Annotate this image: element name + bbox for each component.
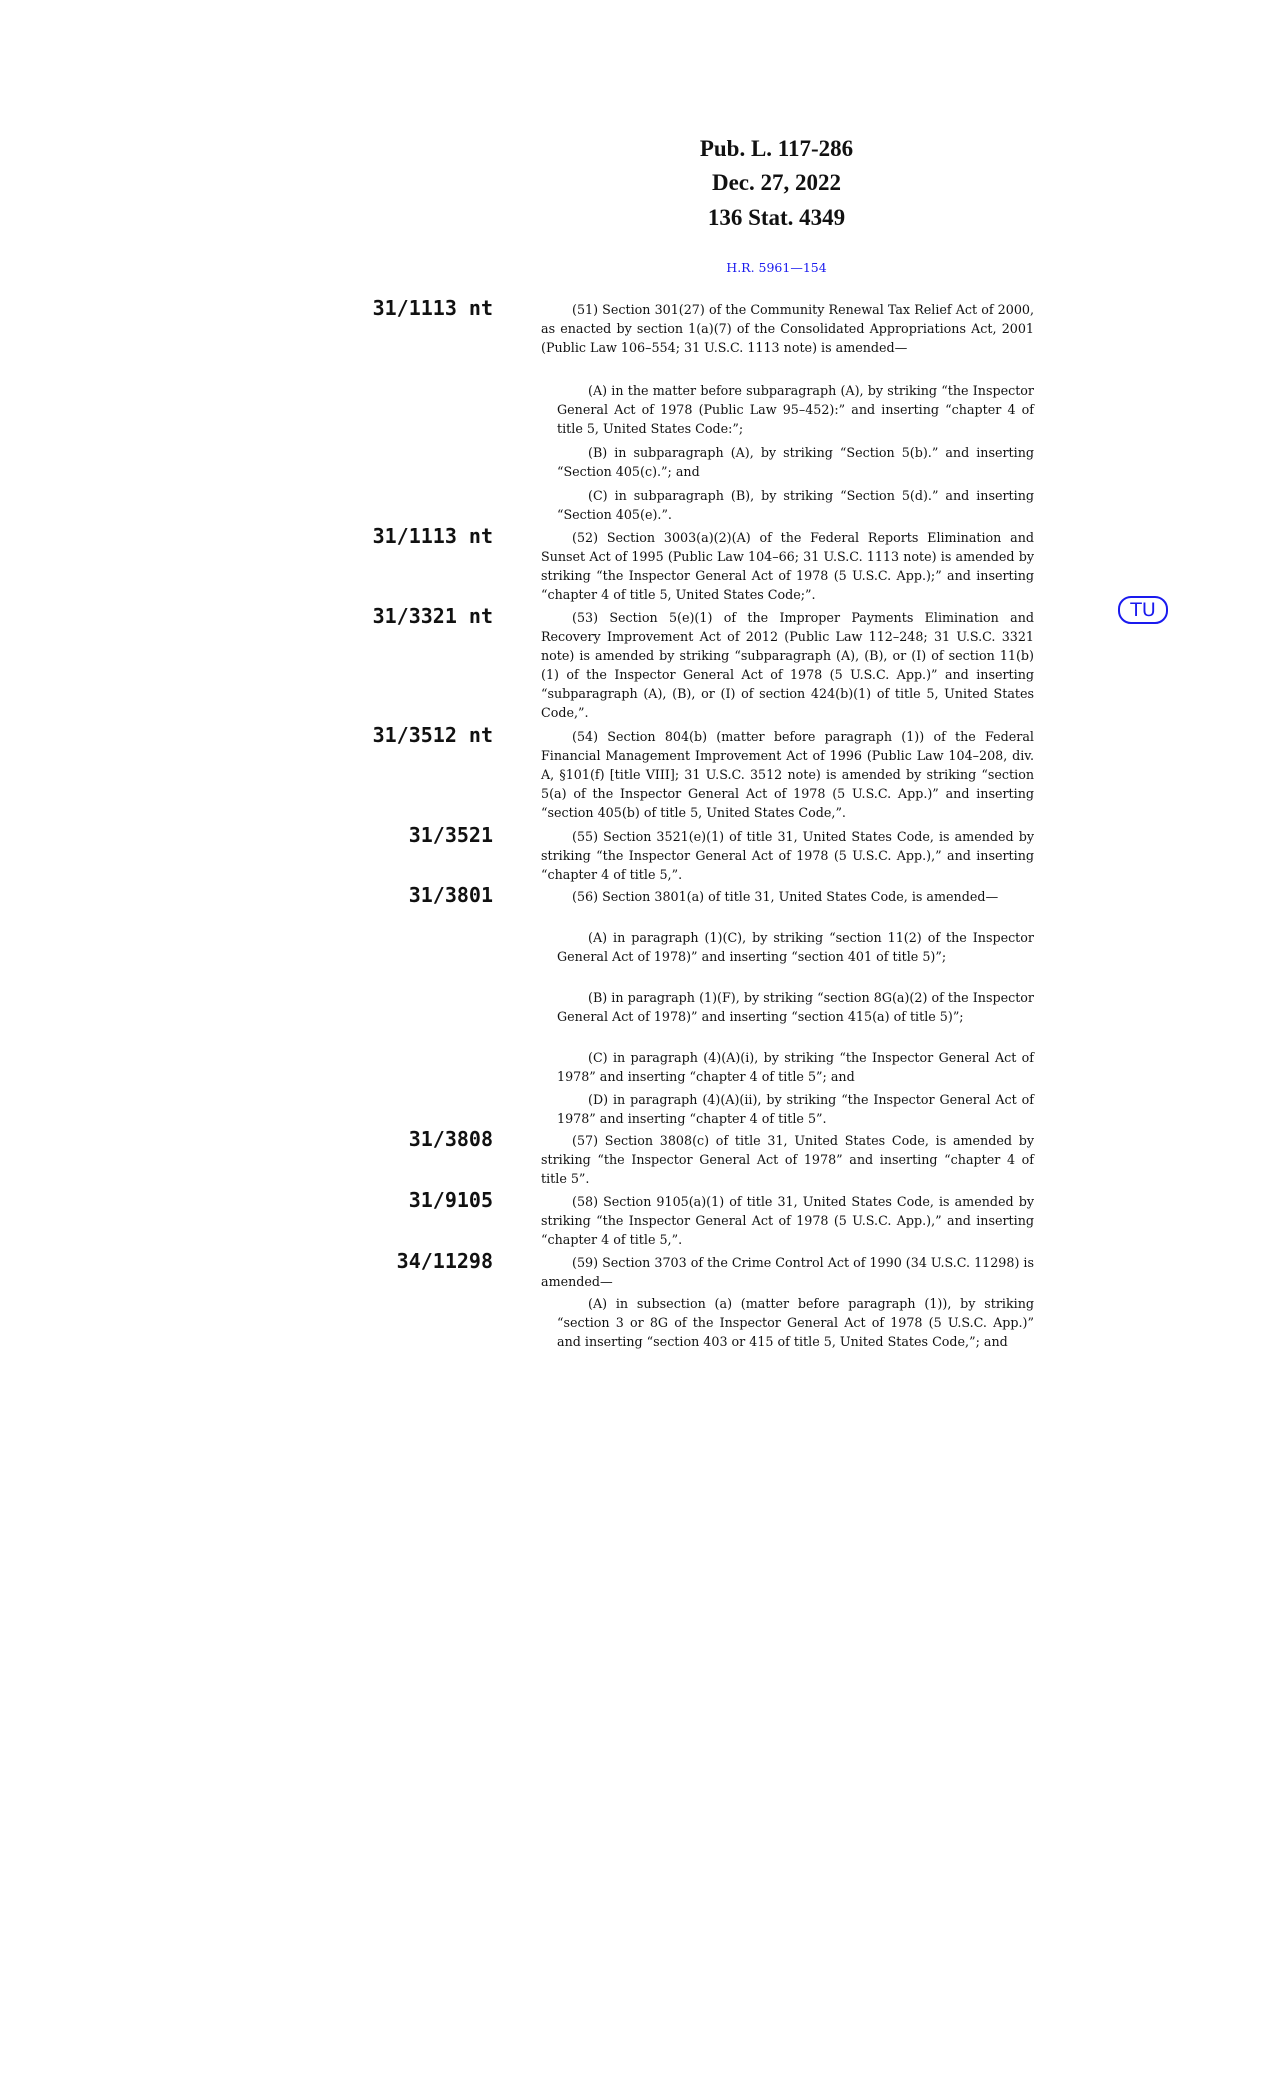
subparagraph-56c: (C) in paragraph (4)(A)(i), by striking “the Inspector General Act of 1978” and inserting “chapter 4 of title 5”; and [557, 1050, 1034, 1084]
bill-page-link[interactable]: H.R. 5961—154 [726, 260, 827, 275]
margin-note: 31/1113 nt [372, 296, 493, 320]
margin-note: 34/11298 [396, 1249, 493, 1273]
tu-badge[interactable]: TU [1118, 596, 1168, 624]
subparagraph-56a: (A) in paragraph (1)(C), by striking “section 11(2) of the Inspector General Act of 1978)” and inserting “section 401 of title 5)”; [557, 930, 1034, 964]
subparagraph-51b: (B) in subparagraph (A), by striking “Section 5(b).” and inserting “Section 405(c).”; and [557, 445, 1034, 479]
paragraph-52: (52) Section 3003(a)(2)(A) of the Federal Reports Elimination and Sunset Act of 1995 (Public Law 104–66; 31 U.S.C. 1113 note) is amended by striking “the Inspector General Act of 1978 (5 U.S.C. App.);” and inserting “chapter 4 of title 5, United States Code;”. [541, 530, 1034, 602]
subparagraph-59a: (A) in subsection (a) (matter before paragraph (1)), by striking “section 3 or 8G of the Inspector General Act of 1978 (5 U.S.C. App.)” and inserting “section 403 or 415 of title 5, United States Code,”; and [557, 1296, 1034, 1349]
statute-citation: 136 Stat. 4349 [707, 205, 846, 230]
paragraph-51: (51) Section 301(27) of the Community Renewal Tax Relief Act of 2000, as enacted by section 1(a)(7) of the Consolidated Appropriations Act, 2001 (Public Law 106–554; 31 U.S.C. 1113 note) is amended— [541, 302, 1034, 355]
paragraph-54: (54) Section 804(b) (matter before paragraph (1)) of the Federal Financial Management Improvement Act of 1996 (Public Law 104–208, div. A, §101(f) [title VIII]; 31 U.S.C. 3512 note) is amended by striking “section 5(a) of the Inspector General Act of 1978 (5 U.S.C. App.)” and inserting “section 405(b) of title 5, United States Code,”. [541, 729, 1034, 820]
margin-note: 31/3512 nt [372, 723, 493, 747]
paragraph-57: (57) Section 3808(c) of title 31, United States Code, is amended by striking “the Inspector General Act of 1978” and inserting “chapter 4 of title 5”. [541, 1133, 1034, 1186]
paragraph-58: (58) Section 9105(a)(1) of title 31, United States Code, is amended by striking “the Inspector General Act of 1978 (5 U.S.C. App.),” and inserting “chapter 4 of title 5,”. [541, 1194, 1034, 1247]
margin-note: 31/3521 [408, 823, 493, 847]
paragraph-53: (53) Section 5(e)(1) of the Improper Payments Elimination and Recovery Improvement Act of 2012 (Public Law 112–248; 31 U.S.C. 3321 note) is amended by striking “subparagraph (A), (B), or (I) of section 11(b)(1) of the Inspector General Act of 1978 (5 U.S.C. App.)” and inserting “subparagraph (A), (B), or (I) of section 424(b)(1) of title 5, United States Code,”. [541, 610, 1034, 720]
paragraph-59: (59) Section 3703 of the Crime Control Act of 1990 (34 U.S.C. 11298) is amended— [541, 1255, 1034, 1289]
margin-note: 31/3808 [408, 1127, 493, 1151]
subparagraph-56b: (B) in paragraph (1)(F), by striking “section 8G(a)(2) of the Inspector General Act of 1978)” and inserting “section 415(a) of title 5)”; [557, 990, 1034, 1024]
public-law-number: Pub. L. 117-286 [699, 136, 854, 161]
subparagraph-51a: (A) in the matter before subparagraph (A), by striking “the Inspector General Act of 1978 (Public Law 95–452):” and inserting “chapter 4 of title 5, United States Code:”; [557, 383, 1034, 436]
margin-note: 31/3321 nt [372, 604, 493, 628]
paragraph-55: (55) Section 3521(e)(1) of title 31, United States Code, is amended by striking “the Inspector General Act of 1978 (5 U.S.C. App.),” and inserting “chapter 4 of title 5,”. [541, 829, 1034, 882]
paragraph-56: (56) Section 3801(a) of title 31, United States Code, is amended— [572, 889, 999, 904]
margin-note: 31/9105 [408, 1188, 493, 1212]
margin-note: 31/3801 [408, 883, 493, 907]
subparagraph-51c: (C) in subparagraph (B), by striking “Section 5(d).” and inserting “Section 405(e).”. [557, 488, 1034, 522]
subparagraph-56d: (D) in paragraph (4)(A)(ii), by striking “the Inspector General Act of 1978” and inserting “chapter 4 of title 5”. [557, 1092, 1034, 1126]
margin-note: 31/1113 nt [372, 524, 493, 548]
enactment-date: Dec. 27, 2022 [711, 170, 842, 195]
